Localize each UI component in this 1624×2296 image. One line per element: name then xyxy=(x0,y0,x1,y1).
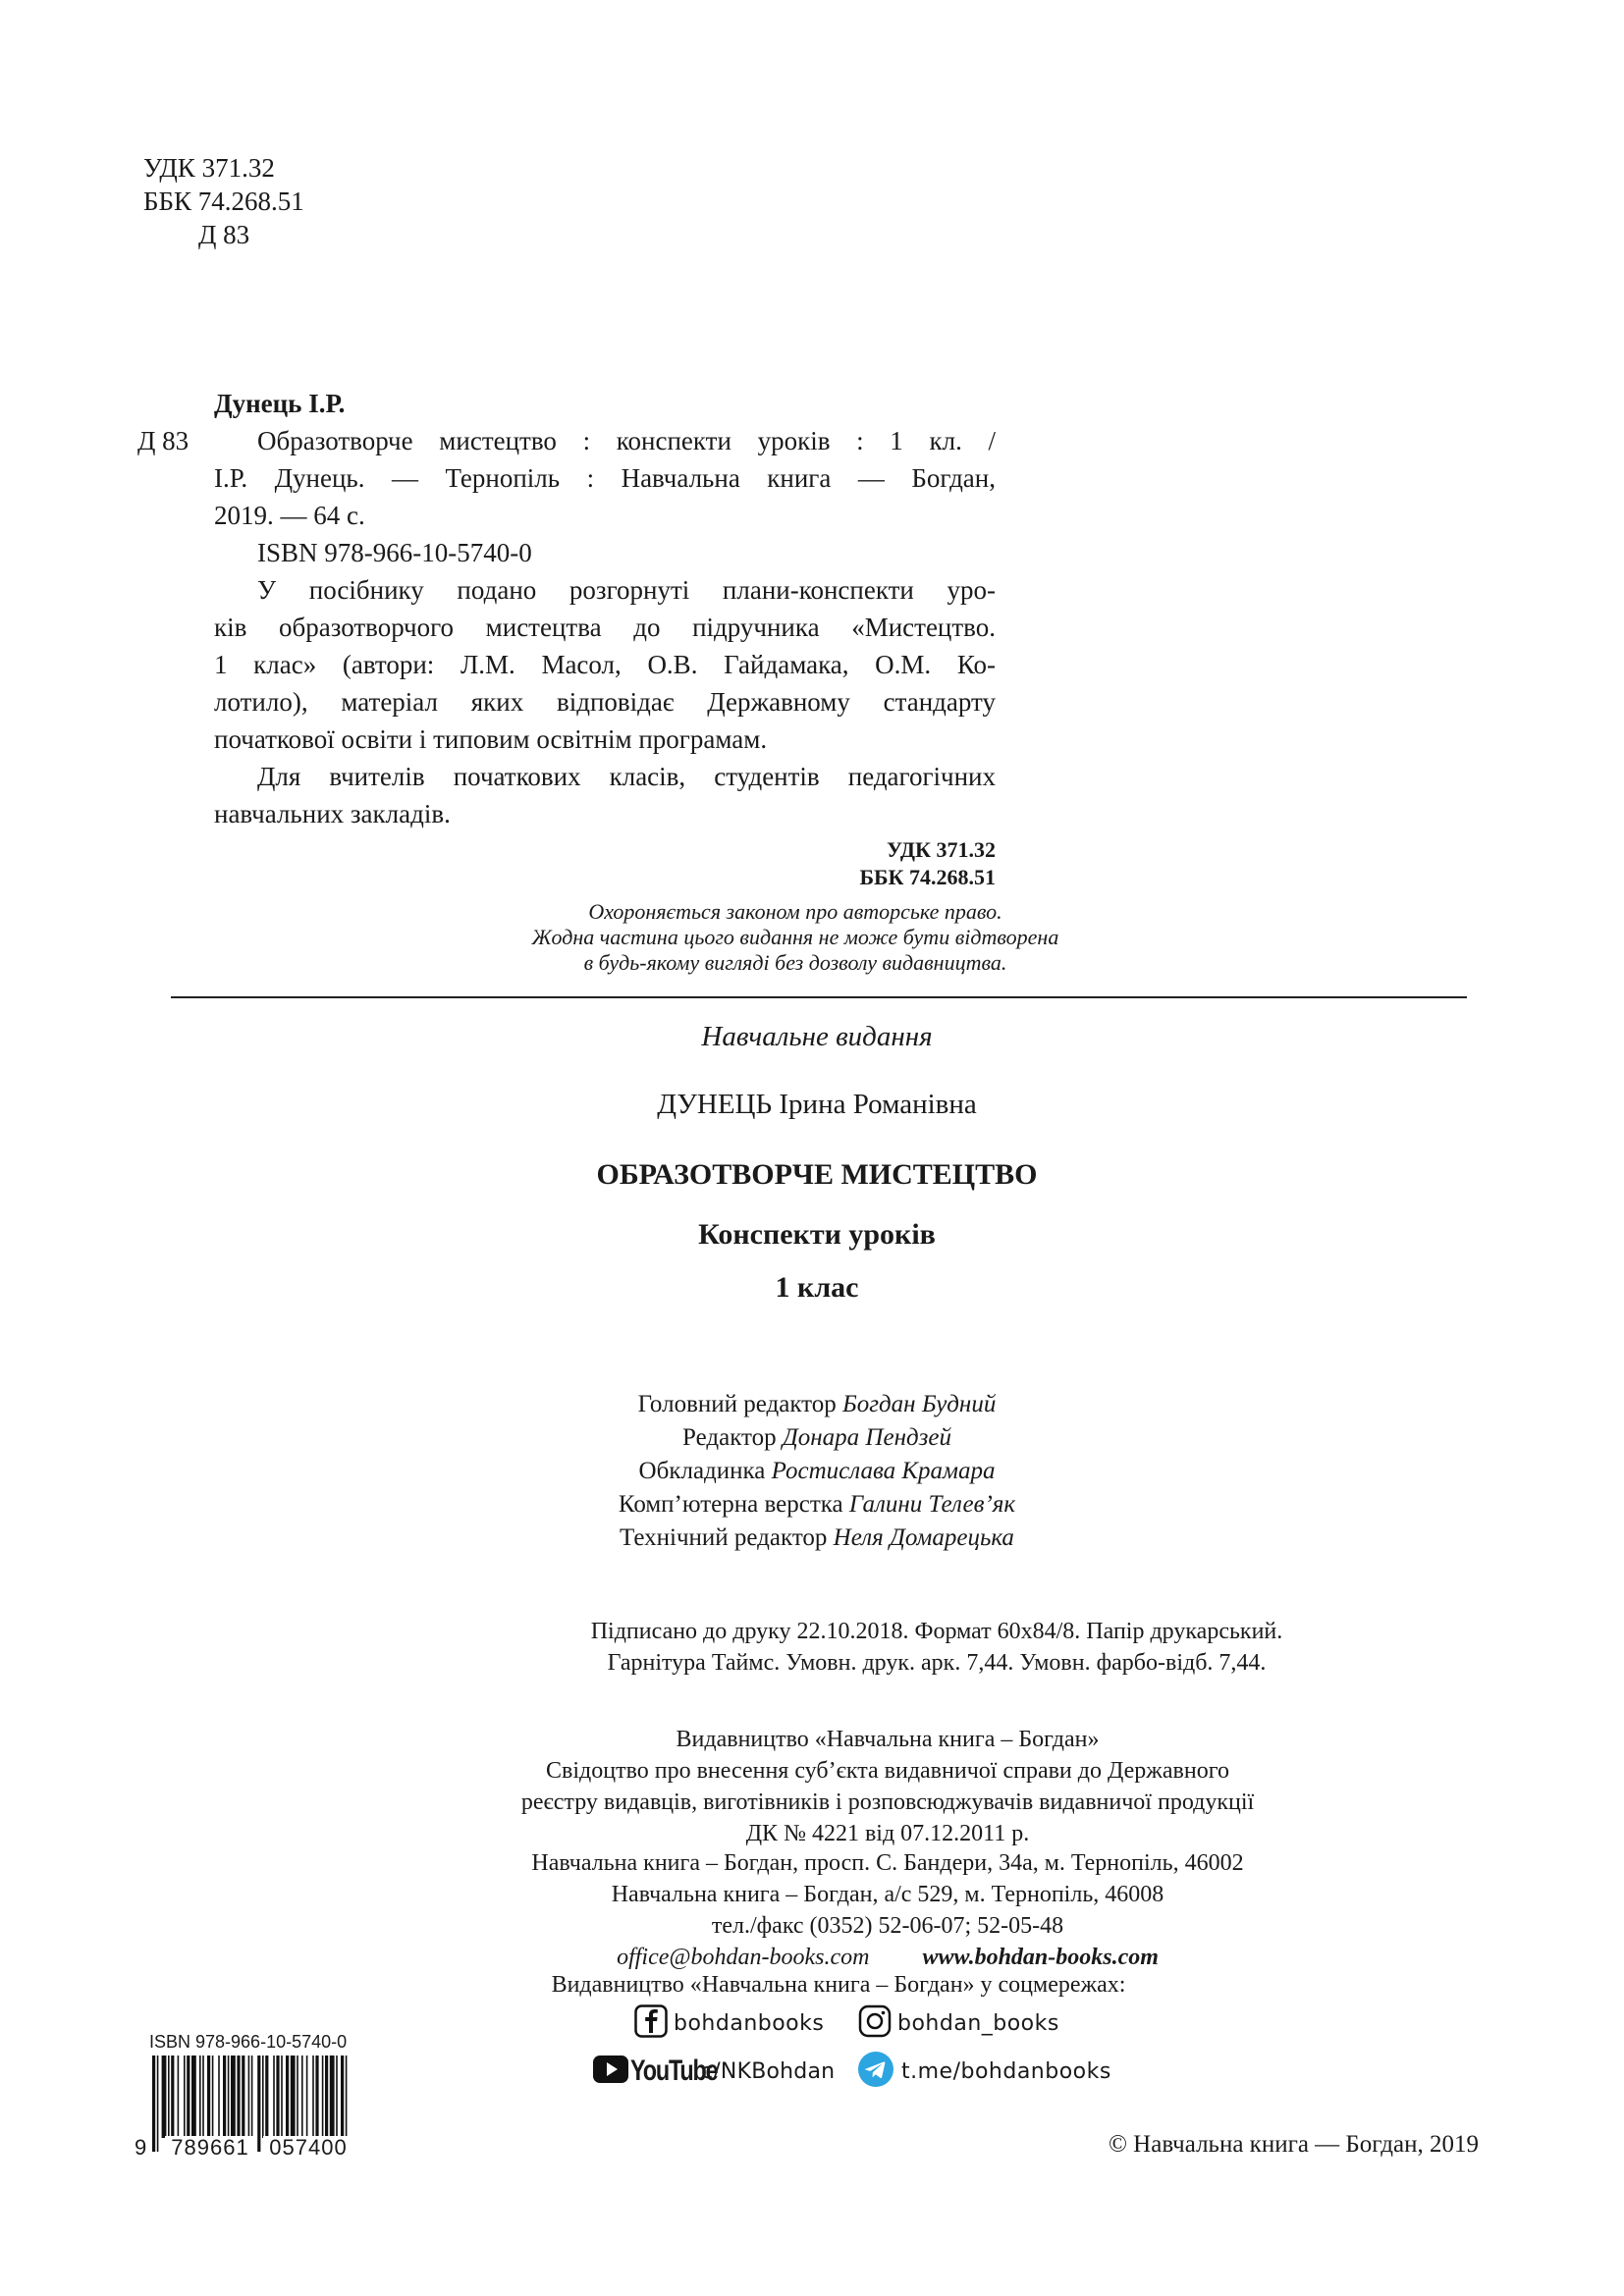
barcode-bar xyxy=(297,2056,298,2138)
social-heading: Видавництво «Навчальна книга – Богдан» у соцмережах: xyxy=(551,1972,1126,1998)
barcode-bar xyxy=(276,2056,279,2138)
barcode-bar xyxy=(218,2056,220,2138)
barcode-bar xyxy=(248,2056,250,2138)
card-title-line-2: І.Р. Дунець. — Тернопіль : Навчальна книга — Богдан, xyxy=(214,463,996,493)
header-author-mark: Д 83 xyxy=(198,220,250,249)
barcode-isbn-label: ISBN 978-966-10-5740-0 xyxy=(149,2032,348,2052)
copyright-notice-line: Охороняється законом про авторське право. xyxy=(588,899,1002,924)
book-grade: 1 клас xyxy=(775,1271,859,1304)
barcode-bar xyxy=(212,2056,214,2138)
print-info-line: Гарнітура Таймс. Умовн. друк. арк. 7,44. Умовн. фарбо-відб. 7,44. xyxy=(607,1650,1267,1676)
copyright-notice xyxy=(481,899,1110,976)
card-annotation-line-1: У посібнику подано розгорнуті плани-конспекти уро- xyxy=(257,575,996,605)
facebook-handle: bohdanbooks xyxy=(674,2010,825,2036)
header-udk: УДК 371.32 xyxy=(143,153,275,183)
credit-line: Технічний редактор Неля Домарецька xyxy=(620,1524,1014,1551)
copyright-notice-line: в будь-якому вигляді без дозволу видавництва. xyxy=(583,950,1007,975)
barcode-bar xyxy=(286,2056,289,2138)
barcode-digits-left: 789661 xyxy=(165,2136,255,2160)
barcode-bar xyxy=(178,2056,180,2138)
header-bbk: ББК 74.268.51 xyxy=(143,187,304,216)
card-title-line-3: 2019. — 64 с. xyxy=(214,501,365,530)
facebook-icon xyxy=(634,2004,668,2043)
instagram-icon xyxy=(858,2004,892,2043)
address-line: тел./факс (0352) 52-06-07; 52-05-48 xyxy=(711,1913,1064,1939)
barcode-bar xyxy=(228,2056,230,2138)
publisher-info-line: Свідоцтво про внесення суб’єкта видавничої справи до Державного xyxy=(546,1758,1229,1784)
instagram-handle: bohdan_books xyxy=(897,2010,1059,2036)
card-isbn: ISBN 978-966-10-5740-0 xyxy=(257,538,532,567)
card-annotation-line-3: 1 клас» (автори: Л.М. Масол, О.В. Гайдамака, О.М. Ко- xyxy=(214,650,996,679)
card-annotation-line-4: лотило), матеріал яких відповідає Державному стандарту xyxy=(214,687,996,717)
barcode-bar xyxy=(237,2056,240,2138)
publisher-info-line: ДК № 4221 від 07.12.2011 р. xyxy=(745,1821,1030,1846)
youtube-logo-text: YouTube xyxy=(630,2055,718,2087)
social-telegram[interactable] xyxy=(858,2052,1111,2091)
barcode-bar xyxy=(346,2056,348,2138)
barcode-bar xyxy=(315,2056,318,2138)
barcode-bar xyxy=(273,2056,275,2138)
barcode-bar xyxy=(152,2056,155,2152)
card-bbk: ББК 74.268.51 xyxy=(859,865,996,889)
barcode-bar xyxy=(262,2056,264,2138)
card-audience-line-1: Для вчителів початкових класів, студентів педагогічних xyxy=(257,762,996,791)
publisher-info-line: реєстру видавців, виготівників і розповсюджувачів видавничої продукції xyxy=(520,1789,1255,1815)
card-annotation-line-5: початкової освіти і типовим освітнім програмам. xyxy=(214,724,768,754)
print-info-line: Підписано до друку 22.10.2018. Формат 60х84/8. Папір друкарський. xyxy=(590,1619,1283,1644)
copyright-footer: © Навчальна книга — Богдан, 2019 xyxy=(1108,2131,1479,2158)
youtube-play-icon xyxy=(593,2056,628,2088)
credit-line: Головний редактор Богдан Будний xyxy=(637,1391,997,1417)
barcode-bar xyxy=(231,2056,236,2138)
publisher-info-line: Видавництво «Навчальна книга – Богдан» xyxy=(676,1727,1100,1752)
address-line: Навчальна книга – Богдан, а/с 529, м. Тернопіль, 46008 xyxy=(611,1882,1164,1907)
card-audience-line-2: навчальних закладів. xyxy=(214,799,451,828)
barcode-bar xyxy=(207,2056,210,2138)
barcode-bar xyxy=(191,2056,196,2138)
credits-block xyxy=(0,1388,1624,1555)
barcode-bar xyxy=(168,2056,170,2138)
address-line: Навчальна книга – Богдан, просп. С. Бандери, 34а, м. Тернопіль, 46002 xyxy=(531,1850,1244,1876)
credit-line: Обкладинка Ростислава Крамара xyxy=(638,1458,996,1484)
telegram-handle: t.me/bohdanbooks xyxy=(901,2058,1111,2084)
barcode-bar xyxy=(184,2056,186,2138)
barcode-bar xyxy=(187,2056,189,2138)
barcode-bar xyxy=(322,2056,324,2138)
credit-line: Редактор Донара Пендзей xyxy=(682,1424,951,1451)
barcode-bar xyxy=(257,2056,260,2152)
publisher-info xyxy=(279,1724,1496,1849)
barcode-bar xyxy=(312,2056,314,2138)
website-link[interactable]: www.bohdan-books.com xyxy=(922,1945,1159,1970)
social-instagram[interactable] xyxy=(858,2003,1059,2043)
social-facebook[interactable] xyxy=(634,2003,824,2043)
email-link[interactable]: office@bohdan-books.com xyxy=(617,1945,870,1970)
barcode-bar xyxy=(199,2056,201,2138)
barcode-bar xyxy=(306,2056,308,2138)
barcode-bar xyxy=(265,2056,268,2138)
barcode-bar xyxy=(341,2056,344,2138)
book-subtitle: Конспекти уроків xyxy=(698,1218,936,1251)
print-info xyxy=(328,1616,1545,1679)
barcode-bar xyxy=(171,2056,174,2138)
barcode-bar xyxy=(242,2056,244,2138)
card-mark: Д 83 xyxy=(137,426,189,455)
barcode-bar xyxy=(162,2056,167,2138)
card-annotation-line-2: ків образотворчого мистецтва до підручника «Мистецтво. xyxy=(214,613,996,642)
barcode-bar xyxy=(223,2056,226,2138)
book-title: ОБРАЗОТВОРЧЕ МИСТЕЦТВО xyxy=(596,1158,1038,1191)
copyright-notice-line: Жодна частина цього видання не може бути відтворена xyxy=(531,925,1059,949)
barcode-bar xyxy=(330,2056,335,2138)
card-title-line-1: Образотворче мистецтво : конспекти уроків : 1 кл. / xyxy=(257,426,996,455)
card-author-heading: Дунець І.Р. xyxy=(214,389,346,418)
barcode-bar xyxy=(281,2056,283,2138)
barcode-digit-first: 9 xyxy=(135,2135,147,2160)
author-full-name: ДУНЕЦЬ Ірина Романівна xyxy=(657,1089,977,1120)
address-block xyxy=(279,1847,1496,1973)
barcode-bar xyxy=(301,2056,303,2138)
barcode-bar xyxy=(291,2056,296,2138)
credit-line: Комп’ютерна верстка Галини Телев’як xyxy=(618,1491,1016,1518)
barcode-bar xyxy=(336,2056,338,2138)
barcode-bar xyxy=(325,2056,328,2138)
social-youtube[interactable] xyxy=(593,2052,835,2091)
barcode-bar xyxy=(202,2056,204,2138)
telegram-icon xyxy=(858,2052,893,2092)
edition-type: Навчальне видання xyxy=(701,1021,933,1052)
card-udk: УДК 371.32 xyxy=(886,837,996,862)
divider-rule xyxy=(171,996,1467,998)
barcode-digits-right: 057400 xyxy=(263,2136,353,2160)
barcode-bar xyxy=(157,2056,159,2152)
youtube-handle: c/NKBohdan xyxy=(701,2058,836,2084)
